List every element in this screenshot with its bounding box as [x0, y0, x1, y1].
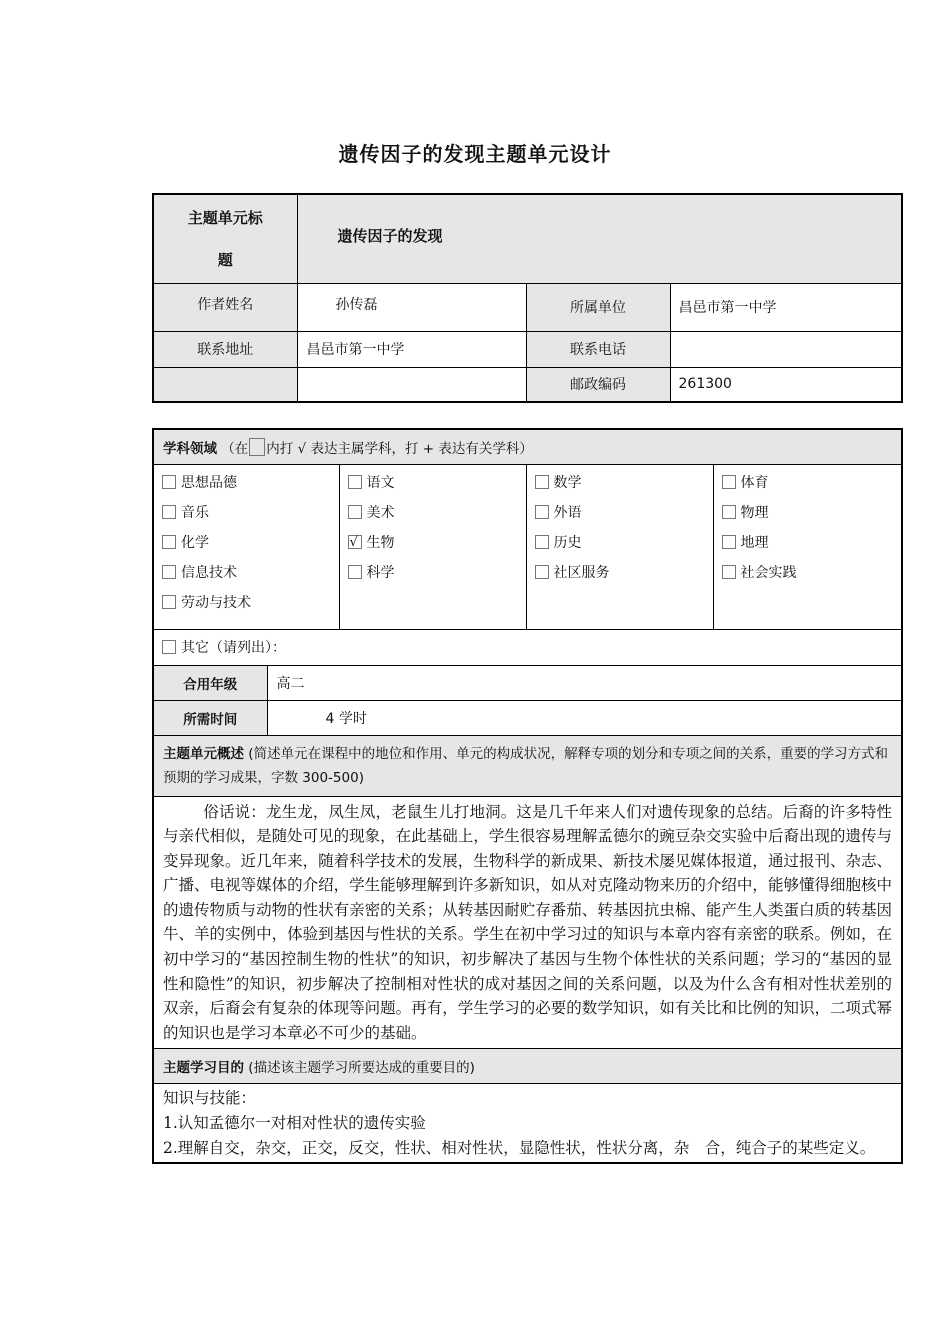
subject-option[interactable]: 数学 — [535, 473, 713, 503]
subject-area-label: 学科领域 — [163, 440, 217, 457]
empty-label-cell — [153, 367, 297, 402]
overview-text: 俗话说：龙生龙，凤生凤，老鼠生儿打地洞。这是几千年来人们对遗传现象的总结。后裔的许多特性与亲代相似，是随处可见的现象，在此基础上，学生很容易理解孟德尔的豌豆杂交实验中后裔出现的遗传与变异现象。近几年来，随着科学技术的发展，生物科学的新成果、新技术屡见媒体报道，通过报刊、杂志、广播、电视等媒体的介绍，学生能够理解到许多新知识，如从对克隆动物来历的介绍中，能够懂得细胞核中的遗传物质与动物的性状有亲密的关系；从转基因耐贮存番茄、转基因抗虫棉、能产生人类蛋白质的转基因牛、羊的实例中，体验到基因与性状的关系。学生在初中学习过的知识与本章内容有亲密的联系。例如，在初中学习的“基因控制生物的性状”的知识，初步解决了基因与生物个体性状的关系问题；学习的“基因的显性和隐性”的知识，初步解决了控制相对性状的成对基因之间的关系问题，以及为什么含有相对性状差别的双亲，后裔会有复杂的体现等问题。再有，学生学习的必要的数学知识，如有关比和比例的知识，二项式幂的知识也是学习本章必不可少的基础。 — [153, 796, 902, 1049]
org-value: 昌邑市第一中学 — [670, 283, 902, 331]
subject-option[interactable]: 物理 — [722, 503, 902, 533]
goals-hint: (描述该主题学习所要达成的重要目的) — [248, 1060, 475, 1077]
subject-option[interactable]: 语文 — [348, 473, 526, 503]
subject-option[interactable]: 社区服务 — [535, 563, 713, 593]
subject-option[interactable]: 历史 — [535, 533, 713, 563]
subject-area-header — [153, 429, 902, 464]
subject-column-4 — [713, 464, 902, 629]
checkbox-icon[interactable] — [162, 595, 176, 609]
address-label: 联系地址 — [153, 331, 297, 367]
postcode-value: 261300 — [670, 367, 902, 402]
checkbox-icon[interactable] — [722, 535, 736, 549]
subject-option[interactable]: 体育 — [722, 473, 902, 503]
checkmark-checkbox-icon[interactable]: √ — [348, 535, 362, 549]
checkbox-icon — [249, 438, 265, 456]
checkbox-icon[interactable] — [535, 475, 549, 489]
checkbox-icon[interactable] — [535, 505, 549, 519]
subject-option[interactable]: 地理 — [722, 533, 902, 563]
info-table — [152, 193, 903, 403]
address-value: 昌邑市第一中学 — [297, 331, 526, 367]
author-label: 作者姓名 — [153, 283, 297, 331]
checkbox-icon[interactable] — [348, 505, 362, 519]
overview-hint: (简述单元在课程中的地位和作用、单元的构成状况，解释专项的划分和专项之间的关系，重要的学习方式和预期的学习成果，字数 300-500) — [163, 745, 889, 786]
subject-option[interactable]: 思想品德 — [162, 473, 339, 503]
subject-option[interactable]: 科学 — [348, 563, 526, 593]
goals-header — [153, 1049, 902, 1084]
goals-label: 主题学习目的 — [163, 1060, 244, 1077]
empty-value-cell — [297, 367, 526, 402]
checkbox-icon[interactable] — [722, 565, 736, 579]
goals-line: 知识与技能： — [163, 1089, 257, 1108]
subject-area-hint-post: 内打 √ 表达主属学科，打 + 表达有关学科） — [266, 440, 533, 457]
other-subject-row — [153, 629, 902, 665]
subject-option[interactable]: 劳动与技术 — [162, 593, 339, 623]
overview-header — [153, 735, 902, 796]
goals-content — [153, 1084, 902, 1163]
subject-option[interactable]: 信息技术 — [162, 563, 339, 593]
postcode-label: 邮政编码 — [526, 367, 670, 402]
time-label: 所需时间 — [153, 700, 267, 735]
subject-option[interactable]: 音乐 — [162, 503, 339, 533]
overview-label: 主题单元概述 — [163, 745, 244, 762]
unit-title-value: 遗传因子的发现 — [297, 194, 902, 283]
subject-column-3 — [526, 464, 713, 629]
unit-title-label: 主题单元标 题 — [153, 194, 297, 283]
subject-option[interactable]: 化学 — [162, 533, 339, 563]
subject-option[interactable]: 社会实践 — [722, 563, 902, 593]
grade-value: 高二 — [267, 665, 902, 700]
grade-label: 合用年级 — [153, 665, 267, 700]
checkbox-icon[interactable] — [722, 475, 736, 489]
phone-label: 联系电话 — [526, 331, 670, 367]
checkbox-icon[interactable] — [722, 505, 736, 519]
subject-column-2 — [339, 464, 526, 629]
document-title: 遗传因子的发现主题单元设计 — [338, 142, 612, 166]
time-value: 4 学时 — [267, 700, 902, 735]
subject-option[interactable]: 美术 — [348, 503, 526, 533]
phone-value — [670, 331, 902, 367]
checkbox-icon[interactable] — [162, 475, 176, 489]
subject-column-1 — [153, 464, 339, 629]
checkbox-icon[interactable] — [162, 640, 176, 654]
checkbox-icon[interactable] — [162, 505, 176, 519]
content-table — [152, 428, 903, 1164]
checkbox-icon[interactable] — [162, 565, 176, 579]
checkbox-icon[interactable] — [348, 475, 362, 489]
checkbox-icon[interactable] — [535, 565, 549, 579]
checkbox-icon[interactable] — [535, 535, 549, 549]
goals-line: 2.理解自交，杂交，正交，反交，性状、相对性状，显隐性状，性状分离，杂 合，纯合子的某些定义。 — [163, 1138, 876, 1157]
checkbox-icon[interactable] — [162, 535, 176, 549]
subject-area-hint-pre: （在 — [221, 440, 249, 457]
org-label: 所属单位 — [526, 283, 670, 331]
goals-line: 1.认知孟德尔一对相对性状的遗传实验 — [163, 1114, 426, 1133]
author-value: 孙传磊 — [297, 283, 526, 331]
subject-option[interactable]: 外语 — [535, 503, 713, 533]
other-subject-label: 其它（请列出）： — [181, 640, 286, 656]
subject-option-checked[interactable]: √ 生物 — [349, 534, 395, 551]
checkbox-icon[interactable] — [348, 565, 362, 579]
